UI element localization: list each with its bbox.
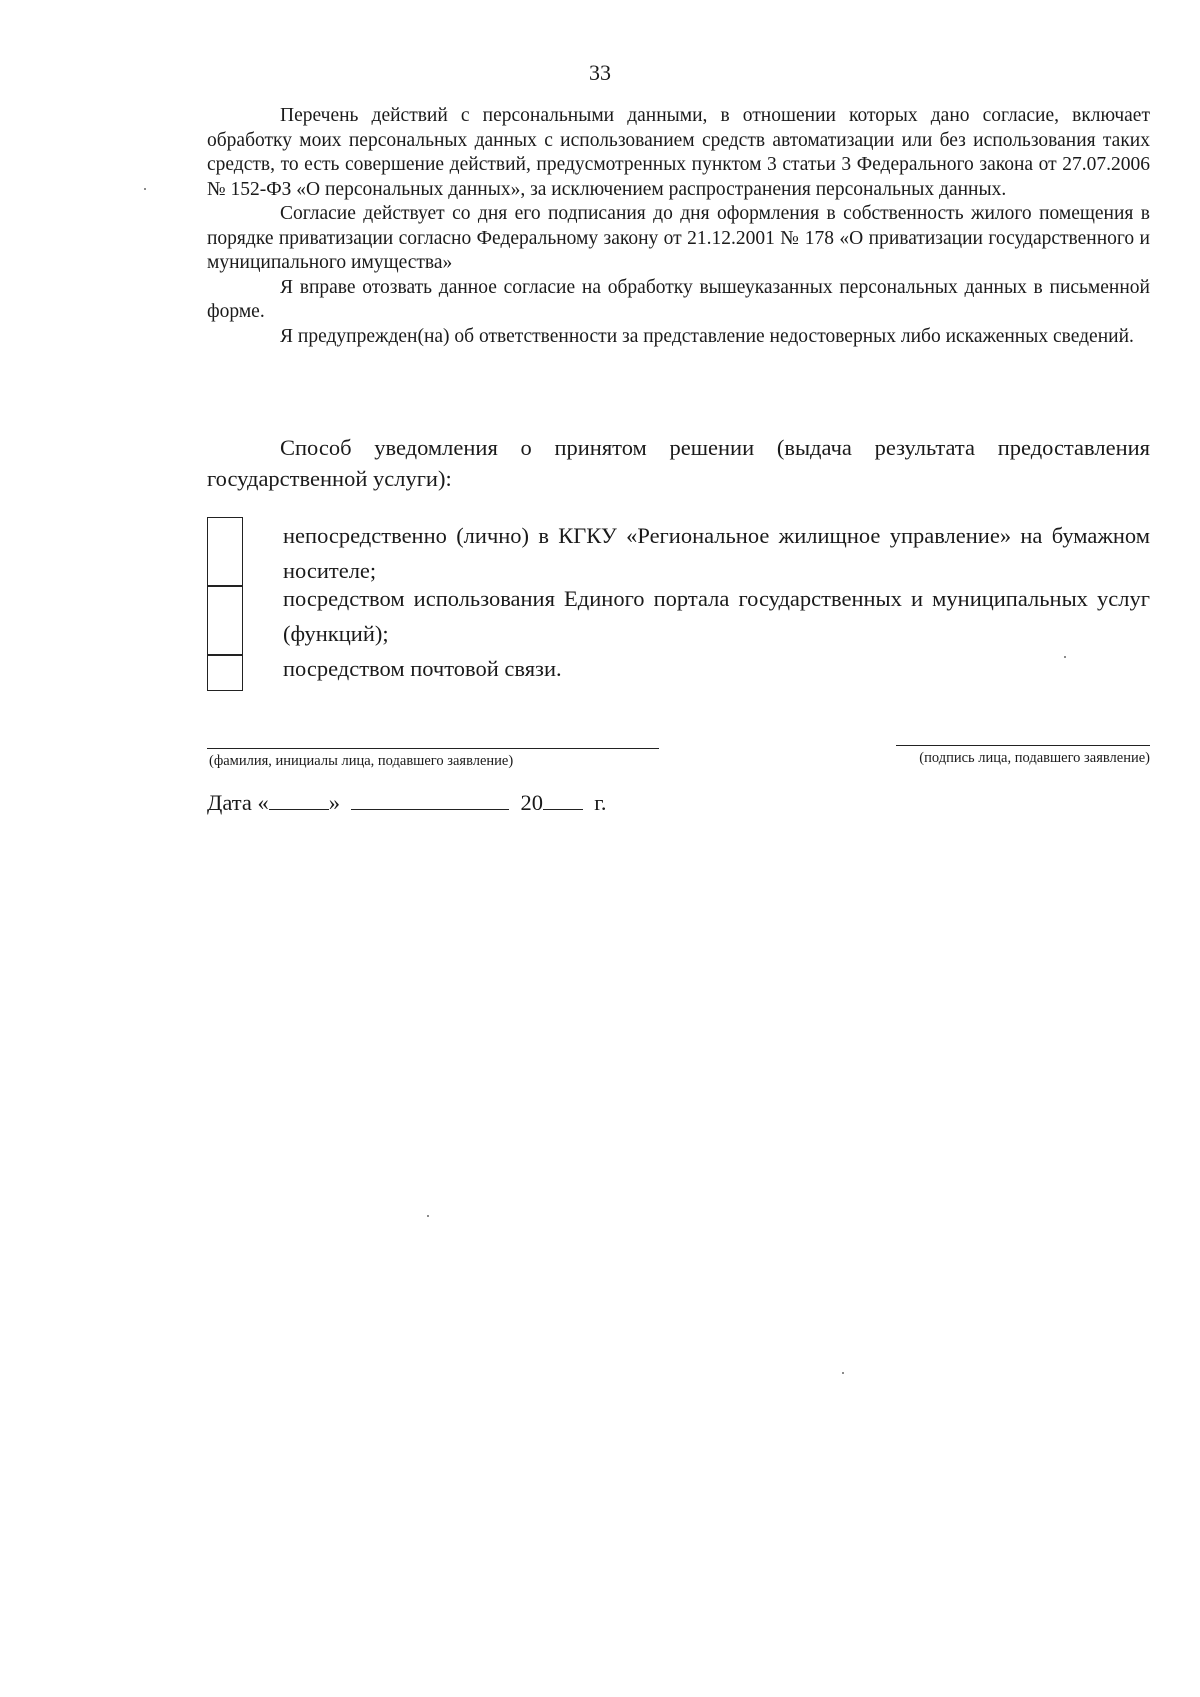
paragraph-liability: Я предупрежден(на) об ответственности за представление недостоверных либо искаженных сведений. — [280, 325, 1134, 347]
year-blank[interactable] — [543, 808, 583, 810]
year-prefix: 20 — [520, 790, 543, 815]
option-label: посредством использования Единого портала государственных и муниципальных услуг (функций); — [283, 586, 1150, 646]
date-close-quote: » — [328, 790, 340, 815]
month-blank[interactable] — [351, 808, 509, 810]
signature-caption: (подпись лица, подавшего заявление) — [919, 750, 1150, 766]
date-label: Дата « — [207, 790, 269, 815]
paragraph-validity: Согласие действует со дня его подписания до дня оформления в собственность жилого помещения в порядке приватизации согласно Федеральному закону от 21.12.2001 № 178 «О приватизации государственного и муниципального имущества» — [207, 203, 1150, 273]
year-suffix: г. — [594, 790, 607, 815]
paragraph-actions: Перечень действий с персональными данными, в отношении которых дано согласие, включает обработку моих персональных данных с использованием средств автоматизации или без использования таких средств, то есть совершение действий, предусмотренных пунктом 3 статьи 3 Федерального закона от 27.07.2006 № 152-ФЗ «О персональных данных», за исключением распространения персональных данных. — [207, 105, 1150, 200]
checkbox-in-person[interactable] — [207, 517, 243, 587]
consent-text — [207, 104, 1150, 349]
checkbox-portal[interactable] — [207, 585, 243, 656]
scan-speck — [144, 188, 146, 190]
scan-speck — [427, 1215, 429, 1217]
notification-intro: Способ уведомления о принятом решении (выдача результата предоставления государственной услуги): — [207, 435, 1150, 491]
scan-speck — [1064, 656, 1066, 658]
notification-section — [207, 432, 1150, 494]
checkbox-post[interactable] — [207, 654, 243, 691]
scan-speck — [842, 1372, 844, 1374]
name-caption: (фамилия, инициалы лица, подавшего заявление) — [209, 753, 514, 769]
option-label: посредством почтовой связи. — [283, 656, 562, 681]
option-label: непосредственно (лично) в КГКУ «Региональное жилищное управление» на бумажном носителе; — [283, 523, 1150, 583]
paragraph-revocation: Я вправе отозвать данное согласие на обработку вышеуказанных персональных данных в письменной форме. — [207, 276, 1150, 322]
date-row — [207, 790, 607, 816]
signature-line — [896, 745, 1150, 746]
day-blank[interactable] — [269, 808, 329, 810]
page-number: 33 — [589, 60, 611, 85]
name-signature-line — [207, 748, 659, 749]
